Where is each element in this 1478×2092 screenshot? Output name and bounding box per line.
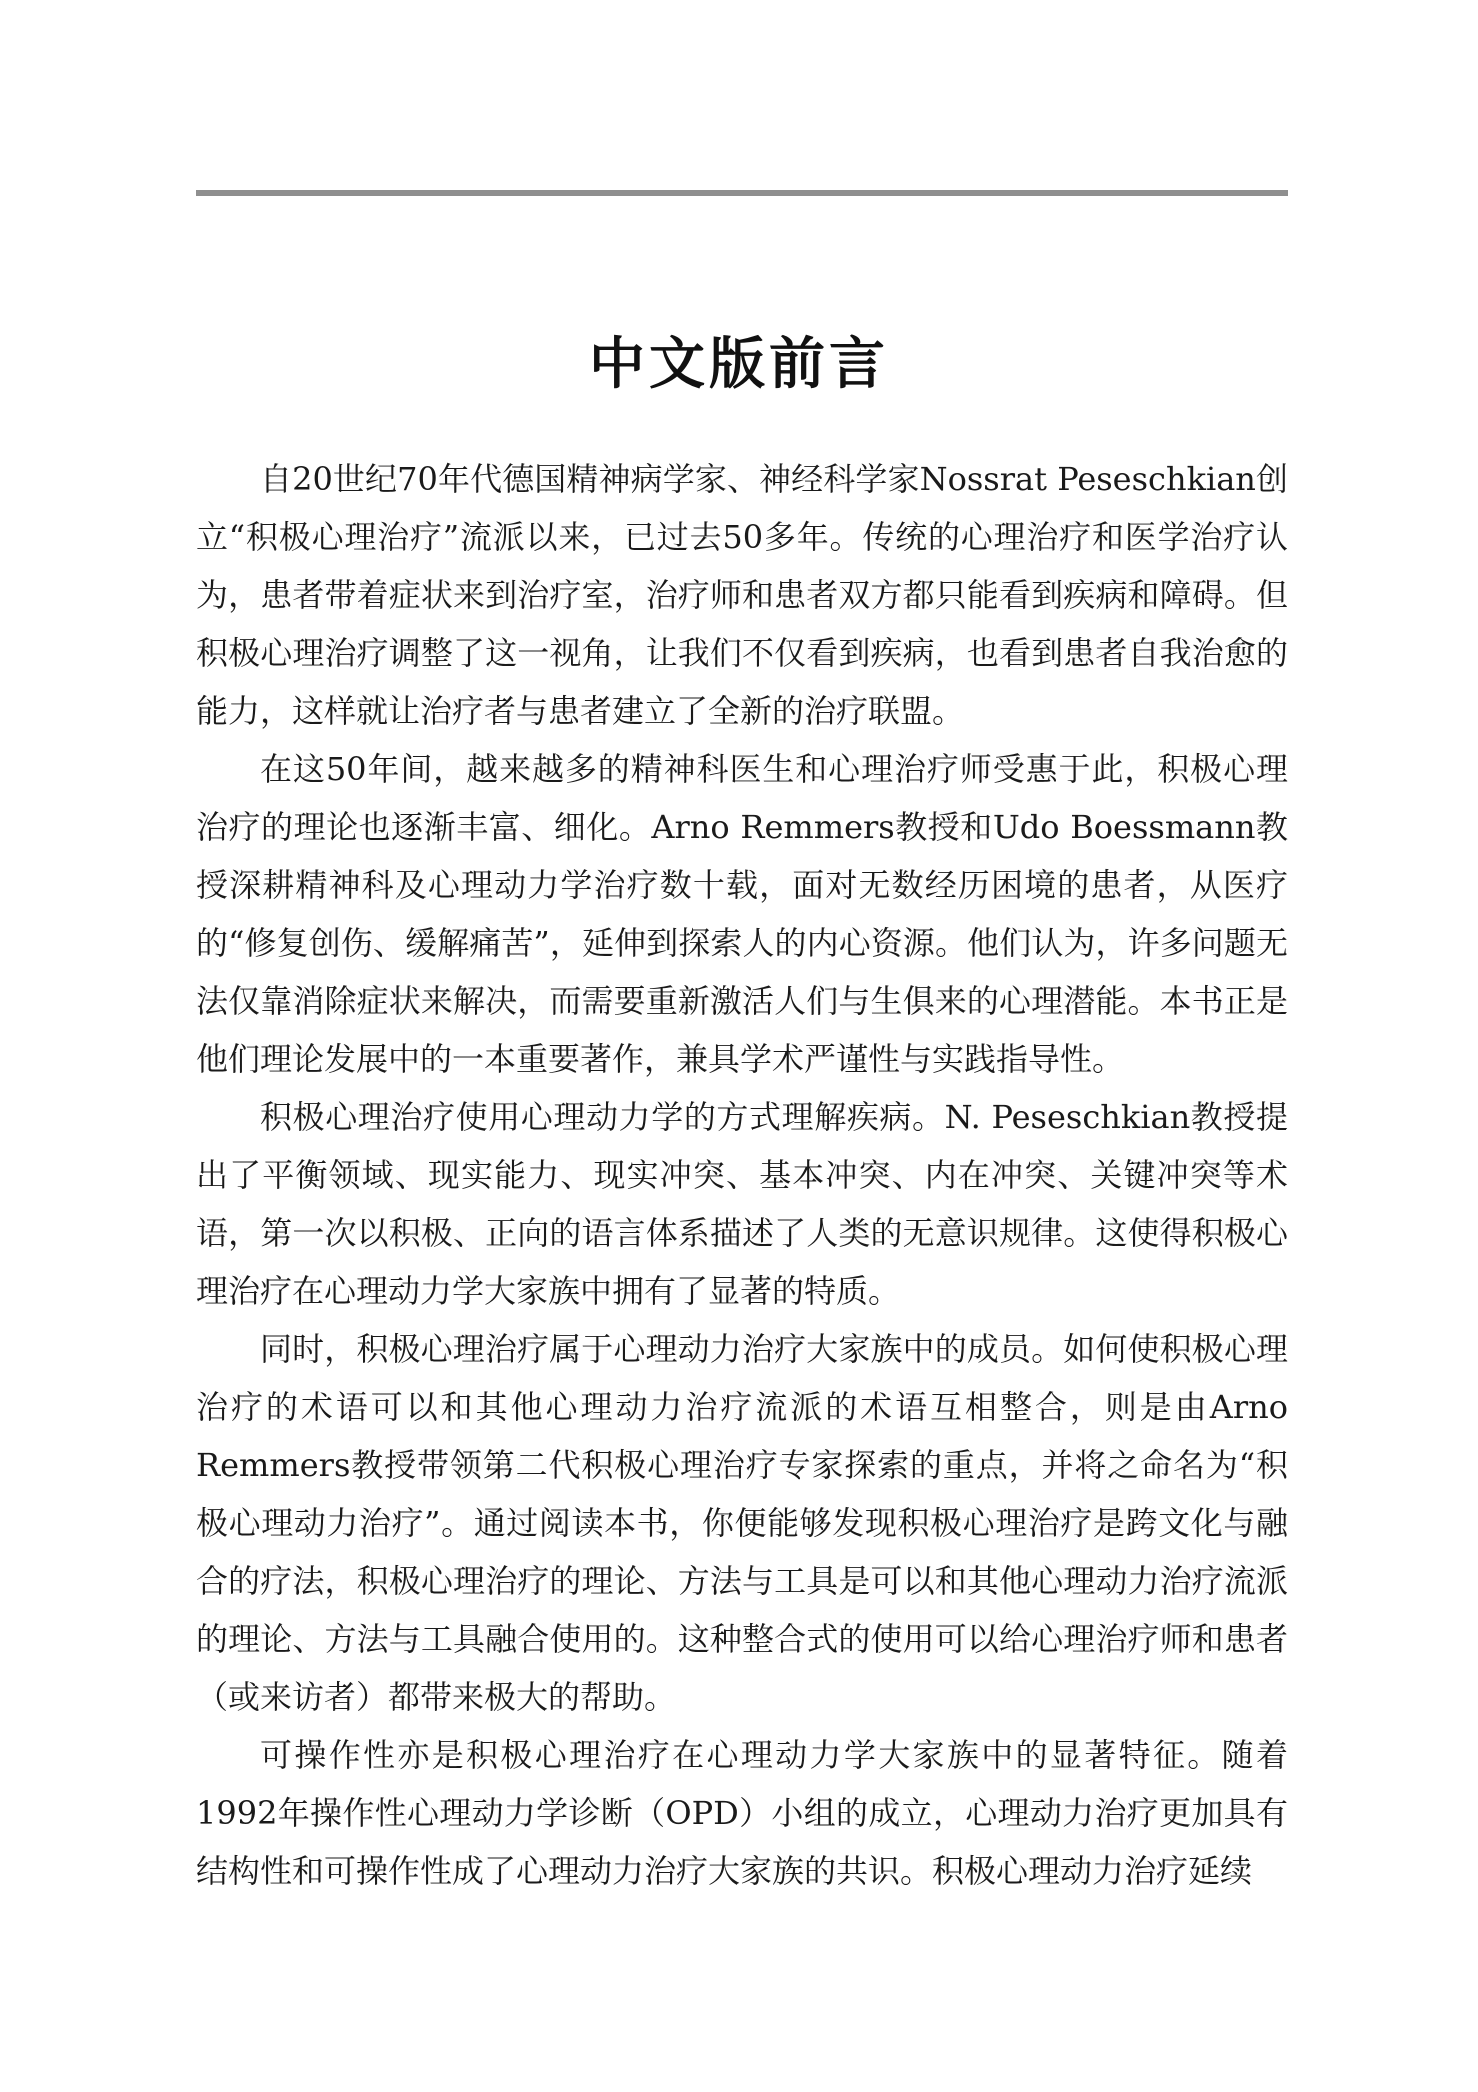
header-rule [196, 190, 1288, 196]
paragraph-3: 积极心理治疗使用心理动力学的方式理解疾病。N. Peseschkian教授提出了平衡领域、现实能力、现实冲突、基本冲突、内在冲突、关键冲突等术语，第一次以积极、正向的语言体系描述了人类的无意识规律。这使得积极心理治疗在心理动力学大家族中拥有了显著的特质。 [196, 1098, 1288, 1310]
body-text [196, 450, 1288, 1900]
page-title: 中文版前言 [589, 331, 889, 397]
paragraph-5: 可操作性亦是积极心理治疗在心理动力学大家族中的显著特征。随着1992年操作性心理动力学诊断（OPD）小组的成立，心理动力治疗更加具有结构性和可操作性成了心理动力治疗大家族的共识。积极心理动力治疗延续 [196, 1736, 1288, 1890]
paragraph-1: 自20世纪70年代德国精神病学家、神经科学家Nossrat Peseschkian创立“积极心理治疗”流派以来，已过去50多年。传统的心理治疗和医学治疗认为，患者带着症状来到治疗室，治疗师和患者双方都只能看到疾病和障碍。但积极心理治疗调整了这一视角，让我们不仅看到疾病，也看到患者自我治愈的能力，这样就让治疗者与患者建立了全新的治疗联盟。 [196, 460, 1288, 730]
paragraph-2: 在这50年间，越来越多的精神科医生和心理治疗师受惠于此，积极心理治疗的理论也逐渐丰富、细化。Arno Remmers教授和Udo Boessmann教授深耕精神科及心理动力学治疗数十载，面对无数经历困境的患者，从医疗的“修复创伤、缓解痛苦”，延伸到探索人的内心资源。他们认为，许多问题无法仅靠消除症状来解决，而需要重新激活人们与生俱来的心理潜能。本书正是他们理论发展中的一本重要著作，兼具学术严谨性与实践指导性。 [196, 750, 1288, 1078]
paragraph-4: 同时，积极心理治疗属于心理动力治疗大家族中的成员。如何使积极心理治疗的术语可以和其他心理动力治疗流派的术语互相整合，则是由Arno Remmers教授带领第二代积极心理治疗专家探索的重点，并将之命名为“积极心理动力治疗”。通过阅读本书，你便能够发现积极心理治疗是跨文化与融合的疗法，积极心理治疗的理论、方法与工具是可以和其他心理动力治疗流派的理论、方法与工具融合使用的。这种整合式的使用可以给心理治疗师和患者（或来访者）都带来极大的帮助。 [196, 1330, 1288, 1716]
